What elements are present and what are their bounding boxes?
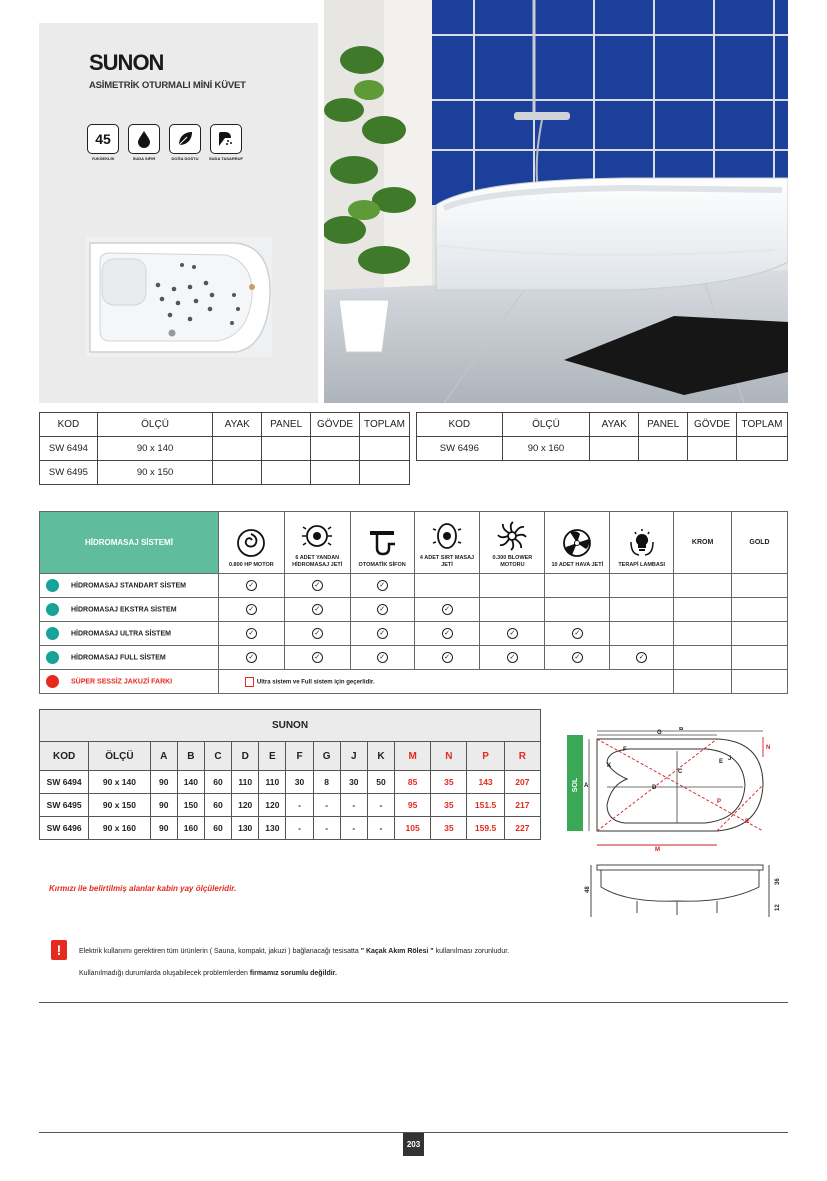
price-table-left [39,412,410,485]
dim-cell: 90 x 150 [89,794,150,817]
dim-cell: 35 [431,771,467,794]
dim-cell: - [313,794,340,817]
dim-cell: 143 [467,771,504,794]
feature-therapy-lamp [610,512,674,574]
dim-header: A [150,742,177,771]
system-name: HİDROMASAJ FULL SİSTEM [71,654,166,662]
dim-cell: 35 [431,817,467,840]
dimension-title: SUNON [40,710,541,742]
check-icon: ✓ [377,604,388,615]
page-number: 203 [403,1133,424,1156]
dim-cell: - [286,817,313,840]
product-subtitle: ASİMETRİK OTURMALI MİNİ KÜVET [89,80,246,91]
dim-cell: 90 [150,794,177,817]
dim-cell: - [340,794,367,817]
table-row [40,771,541,794]
check-icon: ✓ [572,628,583,639]
lamp-icon [627,528,657,558]
dim-header: M [395,742,431,771]
col-header: ÖLÇÜ [97,413,213,437]
dim-header: F [286,742,313,771]
cell-govde [688,437,737,461]
shower-icon [217,130,235,148]
warning-text: Elektrik kullanımı gerektiren tüm ürünlerin ( Sauna, kompakt, jakuzi ) bağlanacağı tesisatta " Kaçak Akım Rölesi " kullanılması zorunludur. Kullanılmadığı durumlarda oluşabilecek problemlerden firmamız sorumlu değildir. [79,948,510,977]
cell-govde [311,437,360,461]
svg-text:R: R [745,819,750,825]
dim-cell: 60 [204,794,231,817]
check-icon: ✓ [246,652,257,663]
dim-cell: 207 [504,771,540,794]
check-icon: ✓ [312,604,323,615]
svg-text:B: B [679,727,684,732]
dim-cell: 50 [367,771,394,794]
dim-cell: 217 [504,794,540,817]
bathroom-photo [324,0,788,403]
dim-cell: 227 [504,817,540,840]
check-icon: ✓ [246,604,257,615]
col-header: KOD [40,413,98,437]
dim-header: KOD [40,742,89,771]
system-row [40,646,788,670]
col-header: GÖVDE [311,413,360,437]
svg-text:D: D [652,785,657,791]
feature-label: 10 ADET HAVA JETİ [551,562,604,569]
dim-cell: - [367,794,394,817]
dim-cell: - [340,817,367,840]
feature-back-jets [414,512,480,574]
cell-toplam [360,437,410,461]
dim-cell: 90 [150,817,177,840]
dim-cell: 120 [259,794,286,817]
dim-cell: 30 [340,771,367,794]
dim-cell: 160 [177,817,204,840]
system-row [40,574,788,598]
dim-cell: 151.5 [467,794,504,817]
cell-panel [262,461,311,485]
cell-panel [262,437,311,461]
tub-top-view-image [86,237,272,357]
cell-panel [639,437,688,461]
col-header: TOPLAM [360,413,410,437]
check-icon: ✓ [246,628,257,639]
silent-note: Ultra sistem ve Full sistem için geçerlidir. [256,679,375,686]
svg-text:F: F [623,747,627,753]
dim-cell: 110 [232,771,259,794]
cell-toplam [737,437,788,461]
dim-cell: 90 x 160 [89,817,150,840]
check-icon: ✓ [377,652,388,663]
dim-header: ÖLÇÜ [89,742,150,771]
motor-icon [236,528,266,558]
check-icon: ✓ [312,580,323,591]
feature-label: TERAPİ LAMBASI [618,562,666,569]
svg-text:P: P [717,799,722,805]
badge-shower [209,124,243,164]
dim-cell: 120 [232,794,259,817]
cell-kod: SW 6495 [40,461,98,485]
dim-cell: 130 [232,817,259,840]
cell-ayak [213,461,262,485]
dim-cell: 90 x 140 [89,771,150,794]
dim-cell: - [286,794,313,817]
teal-dot-icon [46,579,59,592]
cell-govde [311,461,360,485]
badge-label: SUDA TASARRUF [209,156,243,161]
side-jet-icon [302,521,332,551]
cell-olcu: 90 x 150 [97,461,213,485]
siphon-icon [367,528,397,558]
check-icon: ✓ [312,628,323,639]
hydro-header: HİDROMASAJ SİSTEMİ [40,512,219,574]
badge-label: DOĞA DOSTU [171,156,199,161]
check-icon: ✓ [246,580,257,591]
svg-text:J: J [728,756,732,762]
dim-cell: 130 [259,817,286,840]
dim-header: D [232,742,259,771]
badge-45 [86,124,120,164]
dim-header: R [504,742,540,771]
dim-cell: 110 [259,771,286,794]
dim-cell: 60 [204,817,231,840]
col-header: GÖVDE [688,413,737,437]
col-header: AYAK [590,413,639,437]
cell-toplam [360,461,410,485]
dimension-table [39,709,541,840]
water-drop-icon [136,130,152,148]
feature-blower [480,512,545,574]
svg-text:48: 48 [585,886,591,893]
divider [39,1002,788,1003]
silent-row-label: SÜPER SESSİZ JAKUZİ FARKI [71,678,173,686]
warning-icon: ! [51,940,67,960]
table-row [417,437,788,461]
cell-olcu: 90 x 140 [97,437,213,461]
system-row [40,598,788,622]
cell-ayak [213,437,262,461]
check-icon: ✓ [442,628,453,639]
side-label-text: SOL [572,777,579,793]
table-row [40,794,541,817]
dim-cell: 159.5 [467,817,504,840]
technical-diagram [567,727,788,927]
feature-motor [218,512,284,574]
badge-label: SUDA SIFIR [132,156,156,161]
feature-air-jets [545,512,610,574]
system-row [40,622,788,646]
feature-label: 4 ADET SIRT MASAJ JETİ [419,555,475,569]
col-header: PANEL [639,413,688,437]
check-icon: ✓ [507,628,518,639]
back-jet-icon [432,521,462,551]
air-jet-icon [562,528,592,558]
col-header: ÖLÇÜ [502,413,590,437]
table-row [40,437,410,461]
svg-text:A: A [584,783,589,789]
dim-header: E [259,742,286,771]
badge-water [127,124,161,164]
badge-label: YUKSEKLİK [91,156,115,161]
dim-header: N [431,742,467,771]
svg-text:G: G [657,730,662,736]
table-row [40,461,410,485]
check-icon: ✓ [507,652,518,663]
dim-cell: 150 [177,794,204,817]
dim-cell: 105 [395,817,431,840]
dim-cell: 85 [395,771,431,794]
cell-kod: SW 6494 [40,437,98,461]
col-header: PANEL [262,413,311,437]
col-header: AYAK [213,413,262,437]
check-icon: ✓ [377,580,388,591]
45-degree-icon: 45 [95,131,111,147]
red-dot-icon [46,675,59,688]
dim-header: P [467,742,504,771]
dim-cell: 60 [204,771,231,794]
eco-leaf-icon [176,130,194,148]
product-title: SUNON [89,50,164,75]
dim-cell: SW 6494 [40,771,89,794]
check-icon: ✓ [572,652,583,663]
dim-cell: SW 6495 [40,794,89,817]
dim-header: K [367,742,394,771]
cell-ayak [590,437,639,461]
dim-header: B [177,742,204,771]
feature-badges [86,124,243,164]
svg-text:12: 12 [775,904,781,911]
blower-icon [497,521,527,551]
cell-olcu: 90 x 160 [502,437,590,461]
svg-text:C: C [678,769,683,775]
svg-text:E: E [719,759,724,765]
dim-cell: 35 [431,794,467,817]
teal-dot-icon [46,627,59,640]
note-mark-icon [245,677,254,687]
system-name: HİDROMASAJ ULTRA SİSTEM [71,630,171,638]
feature-siphon [350,512,414,574]
col-header: TOPLAM [737,413,788,437]
dim-cell: 140 [177,771,204,794]
finish-gold: GOLD [732,512,788,574]
svg-text:N: N [766,745,771,751]
svg-text:36: 36 [775,878,781,885]
feature-side-jets [284,512,350,574]
system-name: HİDROMASAJ EKSTRA SİSTEM [71,606,177,614]
silent-row [40,670,788,694]
dim-cell: - [367,817,394,840]
price-table-right [416,412,788,461]
check-icon: ✓ [636,652,647,663]
check-icon: ✓ [312,652,323,663]
badge-eco [168,124,202,164]
dim-cell: 90 [150,771,177,794]
check-icon: ✓ [442,604,453,615]
dim-cell: - [313,817,340,840]
svg-text:M: M [655,847,660,853]
feature-label: 0.300 BLOWER MOTORU [492,555,533,569]
dim-cell: 30 [286,771,313,794]
system-name: HİDROMASAJ STANDART SİSTEM [71,582,186,590]
dim-header: J [340,742,367,771]
col-header: KOD [417,413,503,437]
feature-label: 0.800 HP MOTOR [228,562,274,569]
check-icon: ✓ [377,628,388,639]
dim-cell: 8 [313,771,340,794]
hydromassage-table [39,511,788,694]
table-row [40,817,541,840]
check-icon: ✓ [442,652,453,663]
feature-label: 6 ADET YANDAN HİDROMASAJ JETİ [292,555,343,569]
svg-text:K: K [607,763,612,769]
feature-label: OTOMATİK SİFON [358,562,406,569]
finish-krom: KROM [674,512,732,574]
red-note: Kırmızı ile belirtilmiş alanlar kabin yay ölçüleridir. [49,884,237,893]
dim-cell: SW 6496 [40,817,89,840]
dim-cell: 95 [395,794,431,817]
dim-header: C [204,742,231,771]
dim-header: G [313,742,340,771]
cell-kod: SW 6496 [417,437,503,461]
teal-dot-icon [46,651,59,664]
teal-dot-icon [46,603,59,616]
